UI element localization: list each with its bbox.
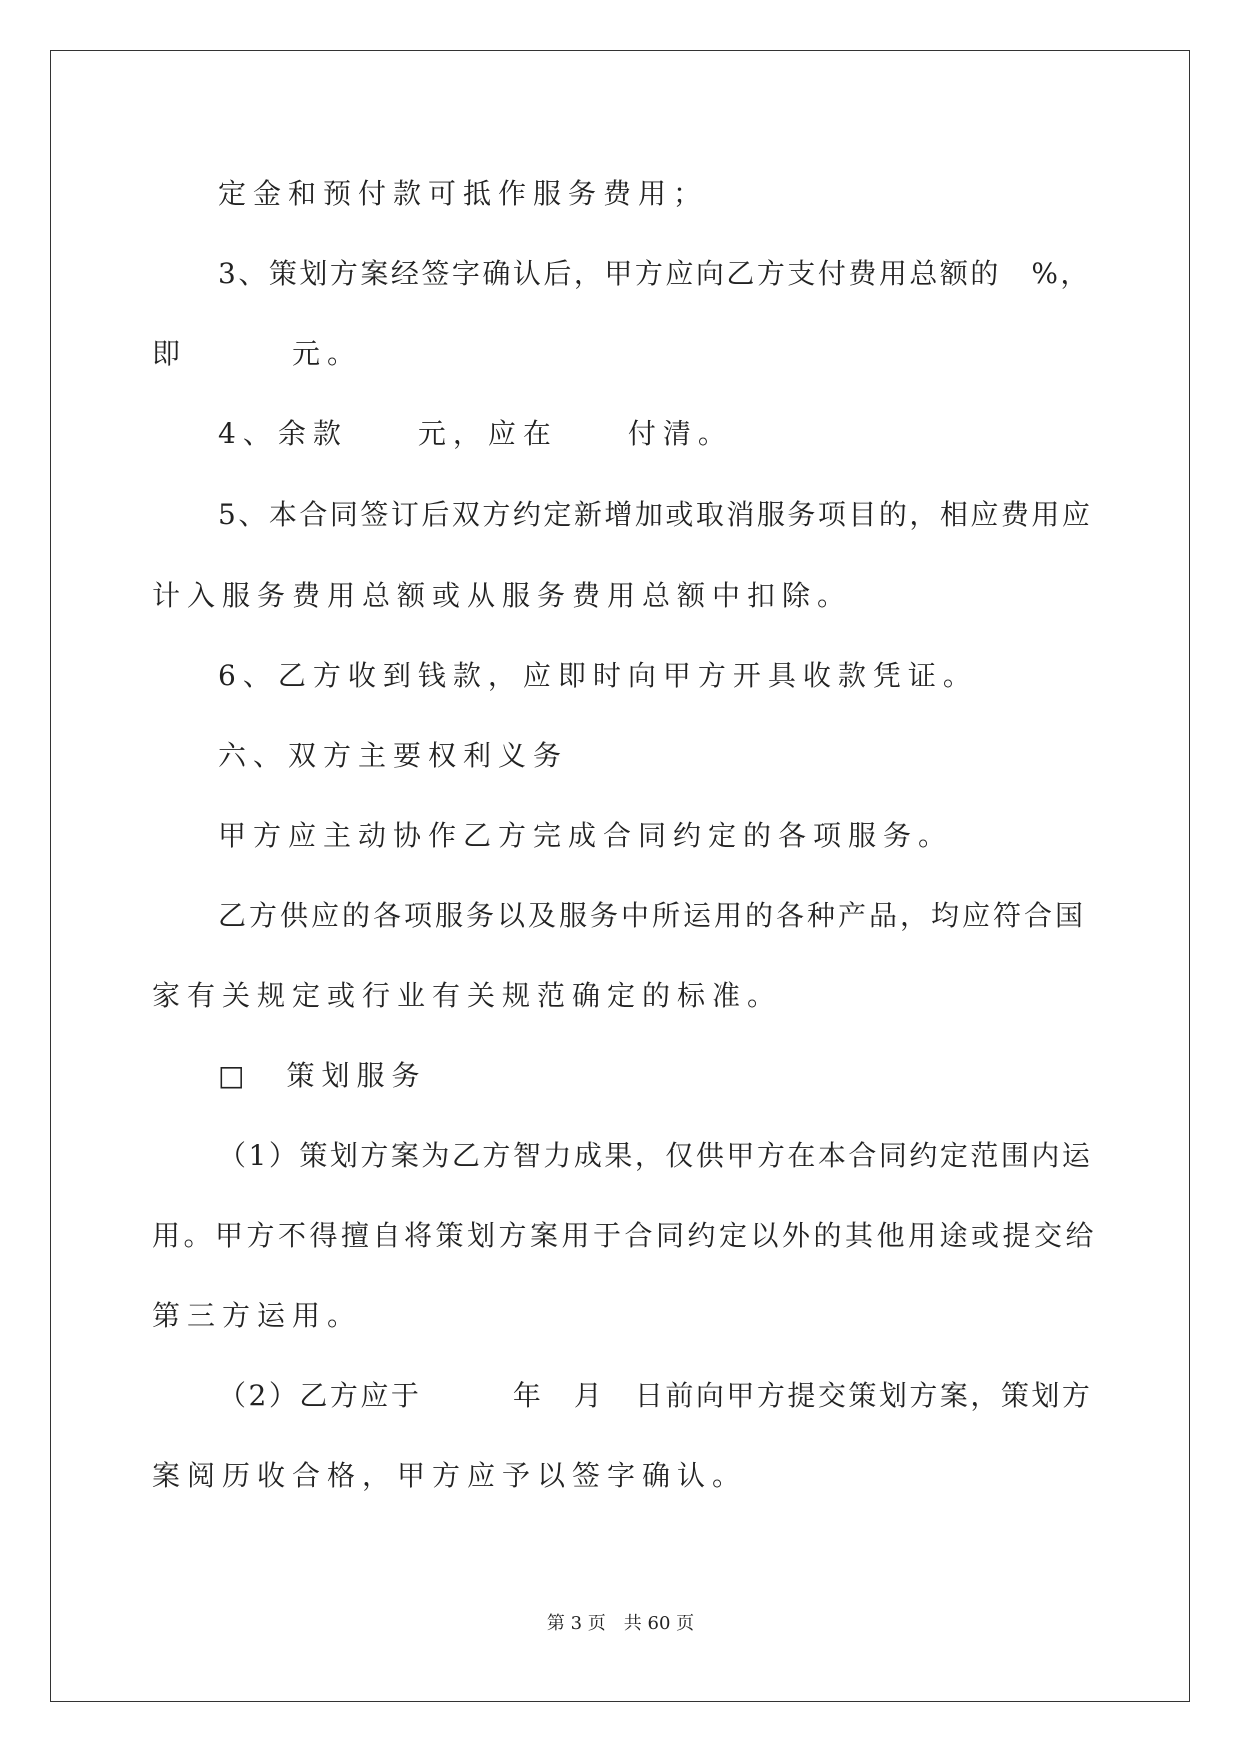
section-heading: 六、双方主要权利义务: [218, 739, 569, 772]
page-border: [50, 50, 1190, 1702]
text-line: 6、乙方收到钱款，应即时向甲方开具收款凭证。: [218, 659, 978, 692]
text-line: （2）乙方应于 年 月 日前向甲方提交策划方案，策划方: [218, 1379, 1093, 1412]
text-line: （1）策划方案为乙方智力成果，仅供甲方在本合同约定范围内运: [218, 1139, 1093, 1172]
text-line: 4、余款 元，应在 付清。: [218, 417, 733, 450]
text-line: 3、策划方案经签字确认后，甲方应向乙方支付费用总额的 %，: [218, 257, 1091, 290]
text-line: 家有关规定或行业有关规范确定的标准。: [152, 979, 783, 1012]
page-number-footer: 第 3 页 共 60 页: [546, 1613, 695, 1634]
text-line: 案阅历收合格，甲方应予以签字确认。: [152, 1459, 748, 1492]
text-line: 计入服务费用总额或从服务费用总额中扣除。: [152, 579, 853, 612]
text-line: 第三方运用。: [152, 1299, 363, 1332]
text-line: 即 元。: [152, 337, 363, 370]
text-line: 用。甲方不得擅自将策划方案用于合同约定以外的其他用途或提交给: [152, 1219, 1098, 1252]
text-line: 定金和预付款可抵作服务费用；: [218, 177, 709, 210]
text-line: 甲方应主动协作乙方完成合同约定的各项服务。: [218, 819, 954, 852]
text-line: 乙方供应的各项服务以及服务中所运用的各种产品，均应符合国: [218, 899, 1087, 932]
subsection-heading: □ 策划服务: [218, 1059, 427, 1092]
text-line: 5、本合同签订后双方约定新增加或取消服务项目的，相应费用应: [218, 498, 1093, 531]
